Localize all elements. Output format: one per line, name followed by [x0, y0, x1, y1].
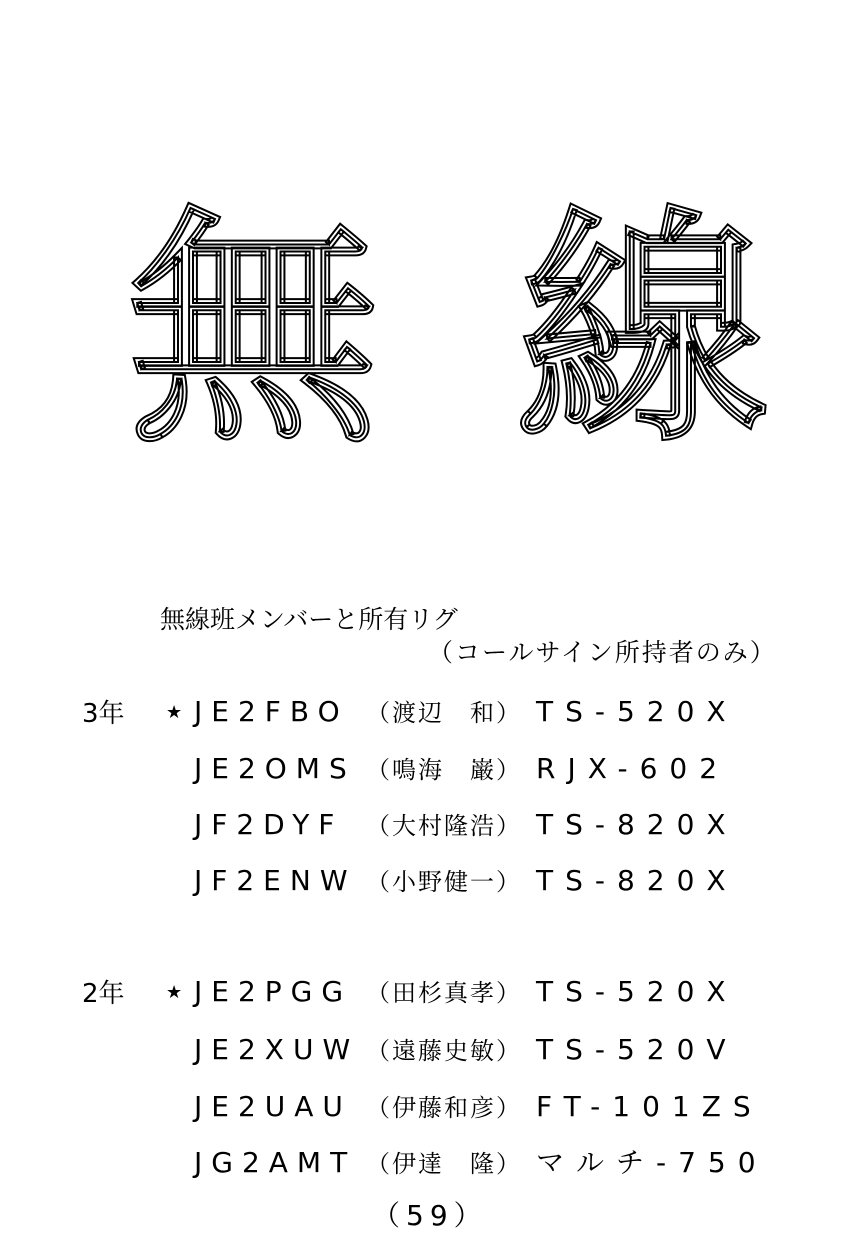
callsign: JE2FBO — [194, 695, 349, 728]
callsign: JF2DYF — [194, 808, 344, 841]
member-row — [166, 751, 806, 791]
member-name: （伊藤和彦） — [366, 1094, 522, 1122]
member-name: （鳴海 巌） — [366, 756, 522, 784]
rig-model: TS-520X — [536, 975, 738, 1008]
section-heading: 無線班メンバーと所有リグ — [160, 605, 458, 634]
member-row — [166, 694, 806, 734]
member-name: （渡辺 和） — [366, 699, 522, 727]
rig-model: マルチ-750 — [536, 1146, 768, 1179]
rig-model: TS-520X — [536, 695, 738, 728]
callsign: JE2UAU — [194, 1090, 352, 1123]
rig-model: TS-820X — [536, 808, 738, 841]
member-row — [166, 863, 806, 903]
member-name: （伊達 隆） — [366, 1150, 522, 1178]
rig-model: TS-820X — [536, 864, 738, 897]
callsign: JG2AMT — [194, 1146, 357, 1179]
callsign: JE2PGG — [194, 975, 353, 1008]
star-mark: ★ — [166, 702, 183, 723]
callsign: JF2ENW — [194, 864, 357, 897]
member-name: （遠藤史敏） — [366, 1037, 522, 1065]
title-character-sen: 線 — [518, 183, 768, 477]
grade-label-3rd-year: 3年 — [82, 699, 125, 729]
member-row — [166, 974, 806, 1014]
title-character-mu: 無 — [128, 183, 378, 477]
rig-model: TS-520V — [536, 1033, 738, 1066]
member-row — [166, 1032, 806, 1072]
member-row — [166, 1145, 806, 1185]
star-mark: ★ — [166, 982, 183, 1003]
rig-model: FT-101ZS — [536, 1090, 763, 1123]
member-row — [166, 807, 806, 847]
section-subheading: （コールサイン所持者のみ） — [428, 638, 777, 667]
page-number: （59） — [372, 1199, 488, 1232]
member-name: （大村隆浩） — [366, 812, 522, 840]
member-name: （田杉真孝） — [366, 979, 522, 1007]
callsign: JE2XUW — [194, 1033, 360, 1066]
grade-label-2nd-year: 2年 — [82, 979, 125, 1009]
callsign: JE2OMS — [194, 752, 356, 785]
member-row — [166, 1089, 806, 1129]
rig-model: RJX-602 — [536, 752, 730, 785]
member-name: （小野健一） — [366, 868, 522, 896]
